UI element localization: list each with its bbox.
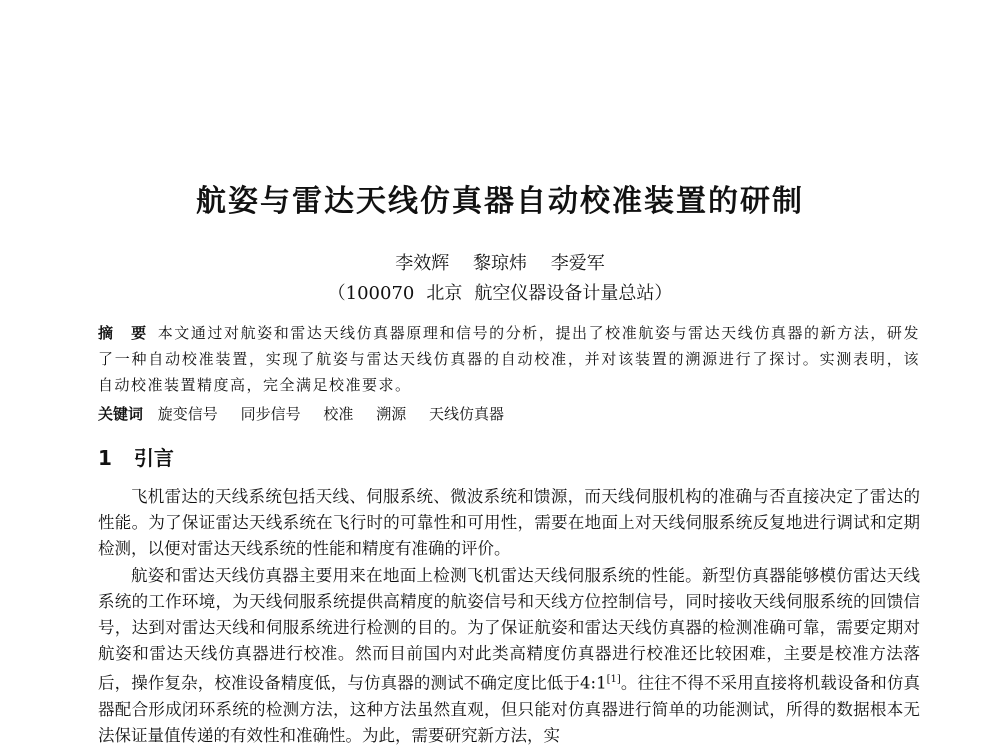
keyword: 校准 (323, 405, 354, 423)
abstract-text: 本文通过对航姿和雷达天线仿真器原理和信号的分析，提出了校准航姿与雷达天线仿真器的新方法，研发了一种自动校准装置，实现了航姿与雷达天线仿真器的自动校准，并对该装置的溯源进行了探讨。实测表明，该自动校准装置精度高，完全满足校准要求。 (98, 324, 920, 394)
keywords (98, 401, 920, 427)
affiliation-close: ） (654, 283, 673, 304)
keyword: 天线仿真器 (428, 405, 504, 423)
affiliation-city: 北京 (426, 283, 463, 304)
affiliation-org: 航空仪器设备计量总站 (474, 283, 655, 304)
keyword: 同步信号 (240, 405, 301, 423)
section-heading (98, 442, 174, 471)
author-list (0, 249, 1000, 275)
paper-title: 航姿与雷达天线仿真器自动校准装置的研制 (196, 184, 804, 219)
author-name: 黎琼炜 (473, 253, 527, 274)
section-title: 引言 (133, 446, 174, 470)
keyword: 溯源 (376, 405, 407, 423)
author-name: 李爱军 (550, 253, 605, 274)
paragraph-text: 。往往不得不采用直接将机载设备和仿真器配合形成闭环系统的检测方法，这种方法虽然直观，但只能对仿真器进行简单的功能测试，所得的数据根本无法保证量值传递的有效性和准确性。为此，需要研究新方法，实 (98, 673, 921, 746)
keywords-label: 关键词 (98, 405, 144, 423)
body-paragraph (98, 563, 920, 750)
abstract (98, 320, 920, 398)
author-name: 李效辉 (395, 253, 450, 274)
section-number: 1 (98, 446, 112, 470)
paragraph-text: 航姿和雷达天线仿真器主要用来在地面上检测飞机雷达天线伺服系统的性能。新型仿真器能够模仿雷达天线系统的工作环境，为天线伺服系统提供高精度的航姿信号和天线方位控制信号，同时接收天线伺服系统的回馈信号，达到对雷达天线和伺服系统进行检测的目的。为了保证航姿和雷达天线仿真器的检测准确可靠，需要定期对航姿和雷达天线仿真器进行校准。然而目前国内对此类高精度仿真器进行校准还比较困难，主要是校准方法落后，操作复杂，校准设备精度低，与仿真器的测试不确定度比低于4:1 (98, 565, 920, 693)
affiliation-postcode: 100070 (345, 283, 415, 304)
body-paragraph: 飞机雷达的天线系统包括天线、伺服系统、微波系统和馈源，而天线伺服机构的准确与否直接决定了雷达的性能。为了保证雷达天线系统在飞行时的可靠性和可用性，需要在地面上对天线伺服系统反复地进行调试和定期检测，以便对雷达天线系统的性能和精度有准确的评价。 (98, 487, 920, 559)
keyword: 旋变信号 (157, 405, 218, 423)
affiliation-open: （ (327, 283, 346, 304)
affiliation (0, 279, 1000, 305)
citation-marker: [1] (606, 674, 621, 686)
abstract-label: 摘 要 (98, 324, 148, 342)
section-body (98, 484, 920, 750)
